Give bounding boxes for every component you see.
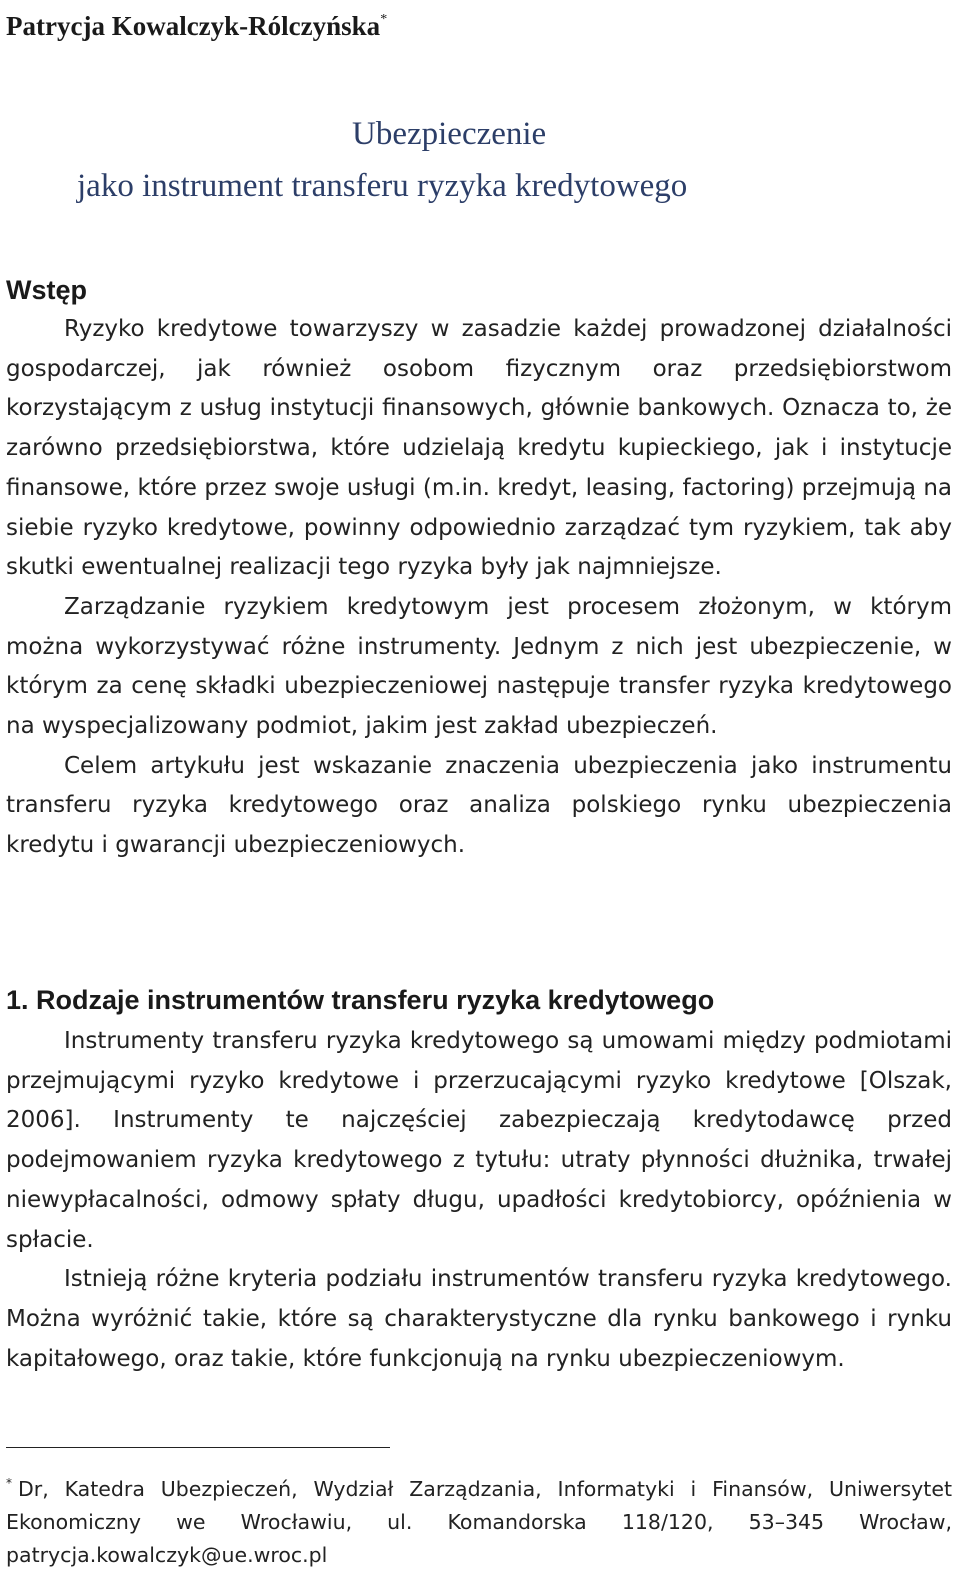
- intro-paragraph-2: Zarządzanie ryzykiem kredytowym jest procesem złożonym, w którym można wykorzystywać różne instrumenty. Jednym z nich jest ubezpieczenie, w którym za cenę składki ubezpieczeniowej następuje transfer ryzyka kredytowego na wyspecjalizowany podmiot, jakim jest zakład ubezpieczeń.: [6, 593, 952, 740]
- footnote-text: Dr, Katedra Ubezpieczeń, Wydział Zarządzania, Informatyki i Finansów, Uniwersytet Ekonomiczny we Wrocławiu, ul. Komandorska 118/120, 53–345 Wrocław, patrycja.kowalczyk@ue.wroc.pl: [6, 1477, 952, 1567]
- intro-paragraph-1: Ryzyko kredytowe towarzyszy w zasadzie każdej prowadzonej działalności gospodarczej, jak również osobom fizycznym oraz przedsiębiorstwom korzystającym z usług instytucji finansowych, głównie bankowych. Oznacza to, że zarówno przedsiębiorstwa, które udzielają kredytu kupieckiego, jak i instytucje finansowe, które przez swoje usługi (m.in. kredyt, leasing, factoring) przejmują na siebie ryzyko kredytowe, powinny odpowiednio zarządzać tym ryzykiem, tak aby skutki ewentualnej realizacji tego ryzyka były jak najmniejsze.: [6, 316, 952, 581]
- section-1-heading: 1. Rodzaje instrumentów transferu ryzyka kredytowego: [6, 985, 715, 1015]
- intro-heading: Wstęp: [6, 275, 87, 305]
- footnote: [6, 1467, 952, 1572]
- footnote-divider: [6, 1447, 390, 1448]
- footnote-mark: *: [6, 1476, 12, 1490]
- intro-paragraph-3: Celem artykułu jest wskazanie znaczenia ubezpieczenia jako instrumentu transferu ryzyka kredytowego oraz analiza polskiego rynku ubezpieczenia kredytu i gwarancji ubezpieczeniowych.: [6, 752, 952, 859]
- article-title: [6, 108, 952, 212]
- author-footnote-mark[interactable]: *: [380, 12, 388, 27]
- section-1-paragraph-2: Istnieją różne kryteria podziału instrumentów transferu ryzyka kredytowego. Można wyróżnić takie, które są charakterystyczne dla rynku bankowego i rynku kapitałowego, oraz takie, które funkcjonują na rynku ubezpieczeniowym.: [6, 1266, 952, 1372]
- article-title-line-1: Ubezpieczenie: [352, 116, 547, 152]
- section-1-body: [6, 1022, 952, 1379]
- author-name: [6, 4, 387, 42]
- author-name-text: Patrycja Kowalczyk-Rólczyńska: [6, 11, 381, 41]
- intro-body: [6, 310, 952, 866]
- section-1-paragraph-1: Instrumenty transferu ryzyka kredytowego są umowami między podmiotami przejmującymi ryzyko kredytowe i przerzucającymi ryzyko kredytowe [Olszak, 2006]. Instrumenty te najczęściej zabezpieczają kredytodawcę przed podejmowaniem ryzyka kredytowego z tytułu: utraty płynności dłużnika, trwałej niewypłacalności, odmowy spłaty długu, upadłości kredytobiorcy, opóźnienia w spłacie.: [6, 1028, 952, 1253]
- article-title-line-2: jako instrument transferu ryzyka kredytowego: [77, 168, 688, 204]
